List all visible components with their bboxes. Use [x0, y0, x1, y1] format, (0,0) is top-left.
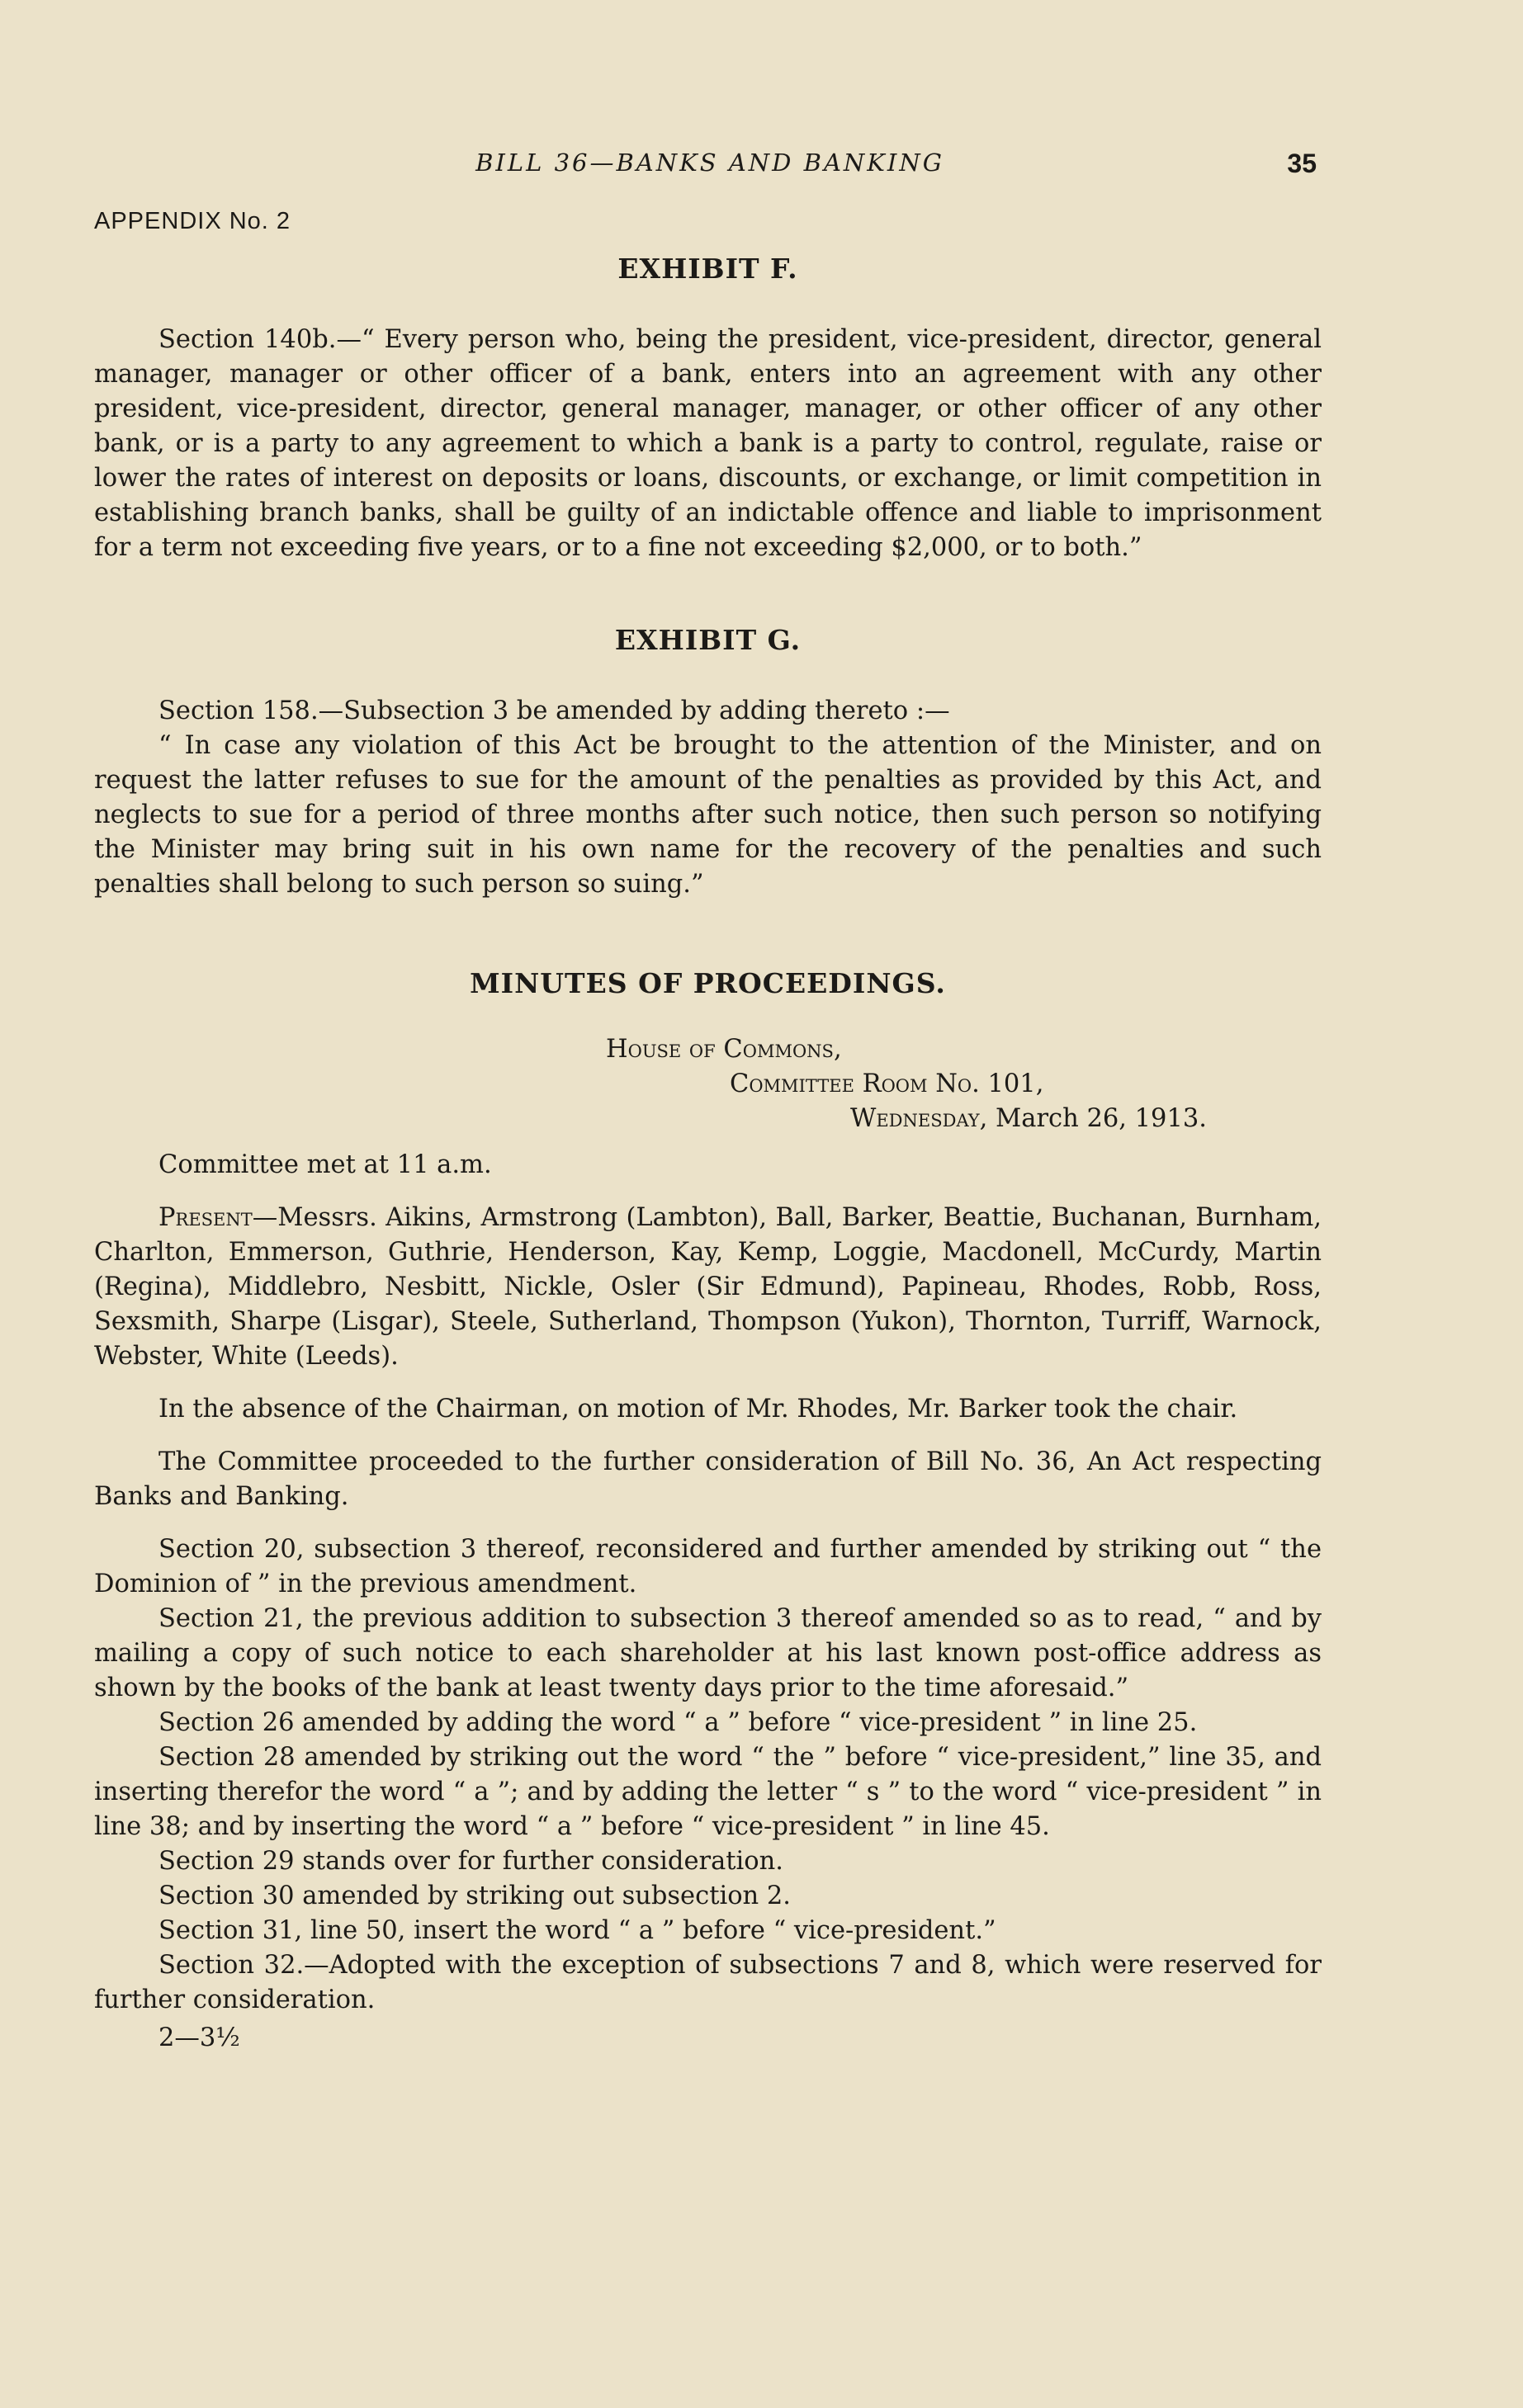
section-item: Section 20, subsection 3 thereof, reconsidered and further amended by striking out “ the Dominion of ” in the previous amendment.	[94, 1535, 1322, 1598]
appendix-label: APPENDIX No. 2	[94, 208, 291, 234]
address-date-line	[606, 1102, 1322, 1136]
address-day: Wednesday,	[850, 1104, 988, 1133]
minutes-heading: MINUTES OF PROCEEDINGS.	[470, 967, 946, 999]
present-paragraph	[94, 1201, 1322, 1374]
running-header	[0, 149, 1523, 190]
section-item: Section 21, the previous addition to subsection 3 thereof amended so as to read, “ and by mailing a copy of such notice to each shareholder at his last known post-office address as shown by the books of the bank at least twenty days prior to the time aforesaid.”	[94, 1604, 1322, 1702]
exhibit-f-text: Section 140b.—“ Every person who, being the president, vice-president, director, general manager, manager or other officer of a bank, enters into an agreement with any other president, vice-president, director, general manager, manager, or other officer of any other bank, or is a party to any agreement to which a bank is a party to control, regulate, raise or lower the rates of interest on deposits or loans, discounts, or exchange, or limit competition in establishing branch banks, shall be guilty of an indictable offence and liable to imprisonment for a term not exceeding five years, or to a fine not exceeding $2,000, or to both.”	[94, 325, 1322, 562]
proceeded-paragraph: The Committee proceeded to the further consideration of Bill No. 36, An Act respecting Banks and Banking.	[94, 1447, 1322, 1511]
present-members: —Messrs. Aikins, Armstrong (Lambton), Ball, Barker, Beattie, Buchanan, Burnham, Charlton, Emmerson, Guthrie, Henderson, Kay, Kemp, Loggie, Macdonell, McCurdy, Martin (Regina), Middlebro, Nesbitt, Nickle, Osler (Sir Edmund), Papineau, Rhodes, Robb, Ross, Sexsmith, Sharpe (Lisgar), Steele, Sutherland, Thompson (Yukon), Thornton, Turriff, Warnock, Webster, White (Leeds).	[94, 1203, 1322, 1371]
exhibit-g-text: “ In case any violation of this Act be brought to the attention of the Minister, and on request the latter refuses to sue for the amount of the penalties as provided by this Act, and neglects to sue for a period of three months after such notice, then such person so notifying the Minister may bring suit in his own name for the recovery of the penalties and such penalties shall belong to such person so suing.”	[94, 731, 1322, 899]
address-room: Committee Room No. 101,	[730, 1069, 1044, 1098]
running-title: BILL 36—BANKS AND BANKING	[475, 149, 944, 177]
present-label: Present	[158, 1203, 253, 1232]
meeting-address	[94, 1032, 1322, 1136]
section-item: Section 29 stands over for further consideration.	[158, 1847, 783, 1876]
section-item: Section 31, line 50, insert the word “ a ” before “ vice-president.”	[158, 1916, 996, 1945]
section-item: Section 30 amended by striking out subsection 2.	[158, 1882, 791, 1910]
signature-mark: 2—3½	[158, 2023, 240, 2052]
address-date: March 26, 1913.	[996, 1104, 1207, 1133]
committee-met: Committee met at 11 a.m.	[158, 1150, 492, 1179]
exhibit-f-heading: EXHIBIT F.	[617, 253, 798, 285]
chair-paragraph: In the absence of the Chairman, on motion of Mr. Rhodes, Mr. Barker took the chair.	[158, 1395, 1238, 1424]
exhibit-g-intro: Section 158.—Subsection 3 be amended by adding thereto :—	[158, 696, 950, 725]
page-number: 35	[1287, 149, 1317, 178]
exhibit-g-heading: EXHIBIT G.	[614, 624, 802, 656]
page-body	[94, 252, 1322, 2056]
section-item: Section 32.—Adopted with the exception of subsections 7 and 8, which were reserved for further consideration.	[94, 1951, 1322, 2014]
section-item: Section 28 amended by striking out the word “ the ” before “ vice-president,” line 35, and inserting therefor the word “ a ”; and by adding the letter “ s ” to the word “ vice-president ” in line 38; and by inserting the word “ a ” before “ vice-president ” in line 45.	[94, 1743, 1322, 1841]
section-item: Section 26 amended by adding the word “ a ” before “ vice-president ” in line 25.	[158, 1708, 1198, 1737]
address-house: House of Commons,	[606, 1035, 842, 1064]
